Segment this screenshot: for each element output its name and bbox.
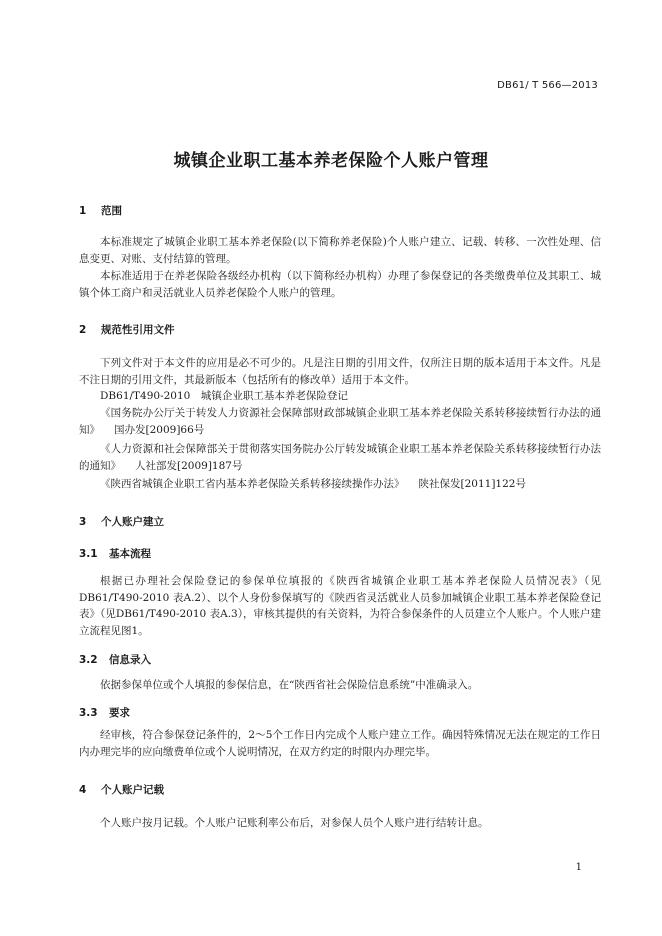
section-3-1-heading — [79, 546, 151, 561]
section-number: 4 — [79, 784, 87, 796]
reference-code: 陕社保发[2011]122号 — [418, 478, 526, 490]
section-title: 个人账户建立 — [101, 516, 164, 528]
section-1-heading — [79, 203, 122, 218]
section-title: 规范性引用文件 — [101, 324, 175, 336]
section-title: 信息录入 — [109, 654, 151, 666]
section-3-2-paragraph: 依据参保单位或个人填报的参保信息，在“陕西省社会保险信息系统”中准确录入。 — [100, 679, 479, 691]
section-4-heading — [79, 782, 164, 797]
reference-title: 《人力资源和社会保障部关于贯彻落实国务院办公厅转发城镇企业职工基本养老保险关系转移接续暂行办法的通知》 — [79, 443, 601, 472]
standard-code: DB61/ T 566—2013 — [497, 80, 598, 91]
reference-title: 《国务院办公厅关于转发人力资源社会保障部财政部城镇企业职工基本养老保险关系转移接续暂行办法的通知》 — [79, 407, 601, 436]
reference-item: DB61/T490-2010 城镇企业职工基本养老保险登记 — [100, 390, 348, 402]
document-title: 城镇企业职工基本养老保险个人账户管理 — [173, 151, 489, 171]
section-3-1-paragraph: 根据已办理社会保险登记的参保单位填报的《陕西省城镇企业职工基本养老保险人员情况表》（见DB61/T490-2010 表A.2）、以个人身份参保填写的《陕西省灵活就业人员参加城镇企业职工基本养老保险登记表》（见DB61/T490-2010 表A.3），审核其提供的有关资料，为符合参保条件的人员建立个人账户。个人账户建立流程见图1。 — [79, 575, 601, 637]
section-number: 3.2 — [79, 654, 98, 666]
section-2-paragraph-1: 下列文件对于本文件的应用是必不可少的。凡是注日期的引用文件，仅所注日期的版本适用于本文件。凡是不注日期的引用文件，其最新版本（包括所有的修改单）适用于本文件。 — [79, 357, 601, 386]
reference-title: 《陕西省城镇企业职工省内基本养老保险关系转移接续操作办法》 — [100, 478, 405, 490]
section-3-3-heading — [79, 705, 130, 720]
section-2-heading — [79, 322, 175, 337]
section-number: 3.1 — [79, 548, 98, 560]
reference-item — [79, 441, 601, 474]
section-title: 要求 — [109, 707, 130, 719]
section-4-paragraph: 个人账户按月记载。个人账户记账利率公布后，对参保人员个人账户进行结转计息。 — [100, 817, 489, 829]
reference-code: 人社部发[2009]187号 — [135, 459, 243, 472]
reference-code: 国办发[2009]66号 — [114, 423, 205, 436]
section-3-heading — [79, 514, 164, 529]
section-number: 1 — [79, 205, 87, 217]
section-title: 个人账户记载 — [101, 784, 164, 796]
section-1-paragraph-1: 本标准规定了城镇企业职工基本养老保险(以下简称养老保险)个人账户建立、记载、转移、一次性处理、信息变更、对账、支付结算的管理。 — [79, 236, 601, 265]
section-3-3-paragraph: 经审核，符合参保登记条件的，2～5个工作日内完成个人账户建立工作。确因特殊情况无法在规定的工作日内办理完毕的应向缴费单位或个人说明情况，在双方约定的时限内办理完毕。 — [79, 729, 601, 758]
page-number: 1 — [575, 862, 582, 873]
section-title: 范围 — [101, 205, 122, 217]
reference-item — [79, 476, 601, 493]
section-number: 3 — [79, 516, 87, 528]
section-number: 2 — [79, 324, 87, 336]
reference-item — [79, 405, 601, 438]
section-number: 3.3 — [79, 707, 98, 719]
section-1-paragraph-2: 本标准适用于在养老保险各级经办机构（以下简称经办机构）办理了参保登记的各类缴费单位及其职工、城镇个体工商户和灵活就业人员养老保险个人账户的管理。 — [79, 270, 601, 299]
section-3-2-heading — [79, 652, 151, 667]
section-title: 基本流程 — [109, 548, 151, 560]
